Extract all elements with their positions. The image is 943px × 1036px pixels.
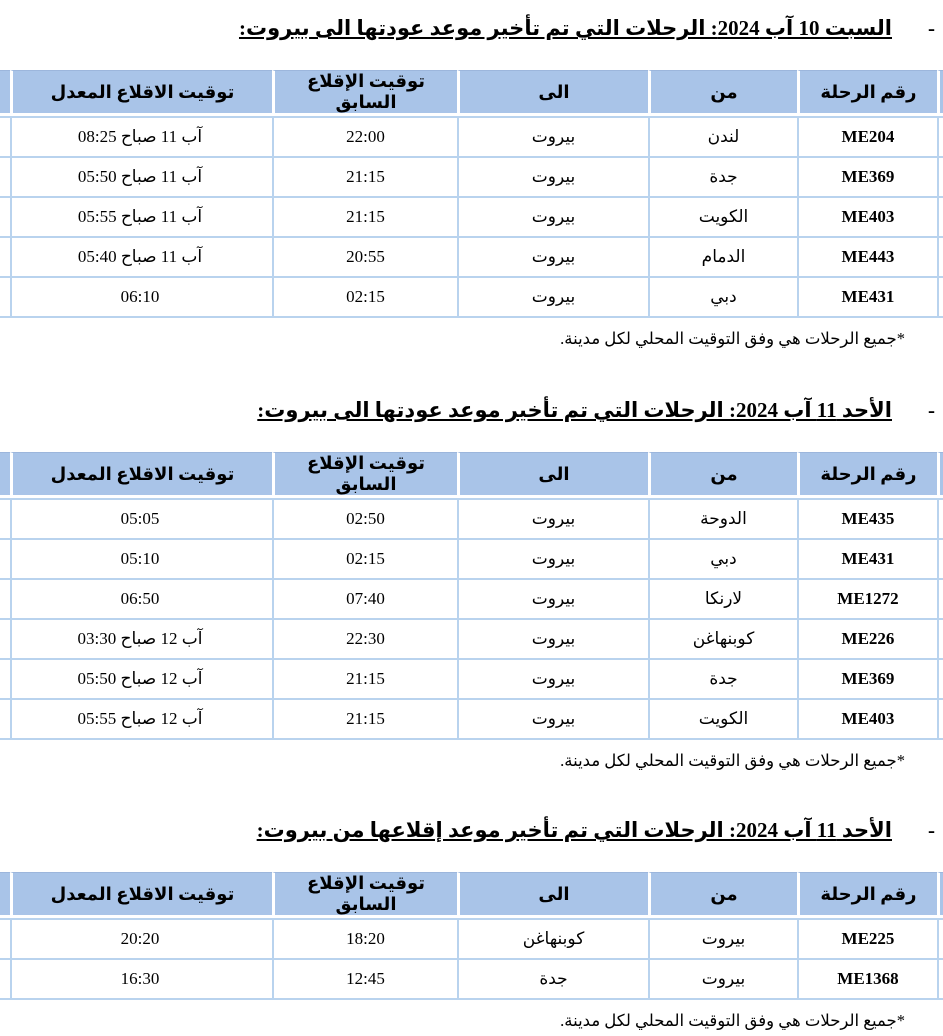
modified-time-cell: 05:55 صباح‎ 11 آب	[10, 198, 272, 238]
flight-number-cell: ME1272	[797, 580, 937, 620]
previous-time-cell: 21:15	[272, 198, 457, 238]
edge-clip-cell	[0, 498, 10, 540]
local-time-footnote: *جميع الرحلات هي وفق التوقيت المحلي لكل مدينة.	[560, 1011, 905, 1030]
flight-number-cell: ME431	[797, 540, 937, 580]
section-aug11-returns	[0, 394, 943, 772]
local-time-footnote: *جميع الرحلات هي وفق التوقيت المحلي لكل مدينة.	[560, 751, 905, 770]
edge-clip-cell	[0, 70, 10, 116]
modified-time-cell: 16:30	[10, 960, 272, 1000]
edge-clip-cell	[937, 872, 943, 918]
table-row	[0, 620, 943, 660]
previous-time-cell: 02:15	[272, 278, 457, 318]
destination-cell: بيروت	[457, 158, 648, 198]
edge-clip-cell	[937, 70, 943, 116]
table-row	[0, 660, 943, 700]
flight-number-cell: ME369	[797, 660, 937, 700]
col-header-previous-time: توقيت الإقلاع السابق	[272, 872, 457, 918]
table-row	[0, 580, 943, 620]
col-header-from: من	[648, 70, 797, 116]
destination-cell: بيروت	[457, 540, 648, 580]
origin-cell: كوبنهاغن	[648, 620, 797, 660]
section-title-text: الأحد 11 آب 2024: الرحلات التي تم تأخير موعد إقلاعها من بيروت:	[256, 818, 892, 842]
origin-cell: الكويت	[648, 198, 797, 238]
previous-time-cell: 02:50	[272, 498, 457, 540]
edge-clip-cell	[0, 238, 10, 278]
origin-cell: جدة	[648, 660, 797, 700]
modified-time-cell: 06:10	[10, 278, 272, 318]
previous-time-cell: 22:00	[272, 116, 457, 158]
section-title	[0, 394, 935, 426]
flight-table-aug10-returns	[0, 70, 943, 318]
destination-cell: بيروت	[457, 620, 648, 660]
section-title-text: الأحد 11 آب 2024: الرحلات التي تم تأخير موعد عودتها الى بيروت:	[257, 398, 892, 422]
section-title	[0, 814, 935, 846]
modified-time-cell: 05:05	[10, 498, 272, 540]
edge-clip-cell	[0, 580, 10, 620]
flight-number-cell: ME443	[797, 238, 937, 278]
modified-time-cell: 05:10	[10, 540, 272, 580]
destination-cell: بيروت	[457, 116, 648, 158]
edge-clip-cell	[0, 700, 10, 740]
flight-number-cell: ME204	[797, 116, 937, 158]
origin-cell: الدوحة	[648, 498, 797, 540]
edge-clip-cell	[0, 278, 10, 318]
edge-clip-cell	[937, 158, 943, 198]
list-dash: -	[928, 818, 935, 842]
table-row	[0, 498, 943, 540]
edge-clip-cell	[937, 238, 943, 278]
edge-clip-cell	[937, 198, 943, 238]
section-aug10-returns	[0, 12, 943, 350]
edge-clip-cell	[937, 960, 943, 1000]
destination-cell: بيروت	[457, 198, 648, 238]
modified-time-cell: 05:55 صباح‎ 12 آب	[10, 700, 272, 740]
col-header-flight-number: رقم الرحلة	[797, 70, 937, 116]
destination-cell: بيروت	[457, 238, 648, 278]
edge-clip-cell	[937, 116, 943, 158]
header-row	[0, 452, 943, 498]
flight-number-cell: ME369	[797, 158, 937, 198]
section-title	[0, 12, 935, 44]
edge-clip-cell	[937, 278, 943, 318]
origin-cell: دبي	[648, 278, 797, 318]
edge-clip-cell	[937, 452, 943, 498]
flight-number-cell: ME403	[797, 198, 937, 238]
previous-time-cell: 07:40	[272, 580, 457, 620]
edge-clip-cell	[937, 700, 943, 740]
origin-cell: بيروت	[648, 960, 797, 1000]
col-header-to: الى	[457, 872, 648, 918]
previous-time-cell: 12:45	[272, 960, 457, 1000]
section-aug11-departures	[0, 814, 943, 1032]
edge-clip-cell	[0, 158, 10, 198]
origin-cell: لارنكا	[648, 580, 797, 620]
edge-clip-cell	[0, 918, 10, 960]
destination-cell: كوبنهاغن	[457, 918, 648, 960]
edge-clip-cell	[0, 198, 10, 238]
col-header-modified-time: توقيت الاقلاع المعدل	[10, 872, 272, 918]
flight-number-cell: ME431	[797, 278, 937, 318]
destination-cell: بيروت	[457, 278, 648, 318]
col-header-from: من	[648, 452, 797, 498]
origin-cell: الدمام	[648, 238, 797, 278]
flight-table-aug11-departures	[0, 872, 943, 1000]
previous-time-cell: 20:55	[272, 238, 457, 278]
edge-clip-cell	[0, 452, 10, 498]
local-time-footnote: *جميع الرحلات هي وفق التوقيت المحلي لكل مدينة.	[560, 329, 905, 348]
modified-time-cell: 05:40 صباح‎ 11 آب	[10, 238, 272, 278]
edge-clip-cell	[0, 116, 10, 158]
origin-cell: الكويت	[648, 700, 797, 740]
destination-cell: بيروت	[457, 660, 648, 700]
origin-cell: بيروت	[648, 918, 797, 960]
list-dash: -	[928, 16, 935, 40]
edge-clip-cell	[0, 660, 10, 700]
table-row	[0, 278, 943, 318]
col-header-flight-number: رقم الرحلة	[797, 872, 937, 918]
table-row	[0, 116, 943, 158]
modified-time-cell: 05:50 صباح‎ 12 آب	[10, 660, 272, 700]
flight-number-cell: ME1368	[797, 960, 937, 1000]
modified-time-cell: 03:30 صباح‎ 12 آب	[10, 620, 272, 660]
edge-clip-cell	[937, 498, 943, 540]
section-title-text: السبت 10 آب 2024: الرحلات التي تم تأخير موعد عودتها الى بيروت:	[238, 16, 892, 40]
modified-time-cell: 08:25 صباح‎ 11 آب	[10, 116, 272, 158]
destination-cell: بيروت	[457, 498, 648, 540]
previous-time-cell: 21:15	[272, 660, 457, 700]
header-row	[0, 872, 943, 918]
col-header-modified-time: توقيت الاقلاع المعدل	[10, 70, 272, 116]
flight-table-aug11-returns	[0, 452, 943, 740]
previous-time-cell: 21:15	[272, 700, 457, 740]
col-header-to: الى	[457, 70, 648, 116]
destination-cell: بيروت	[457, 580, 648, 620]
edge-clip-cell	[0, 872, 10, 918]
flight-number-cell: ME226	[797, 620, 937, 660]
table-row	[0, 700, 943, 740]
edge-clip-cell	[937, 660, 943, 700]
destination-cell: جدة	[457, 960, 648, 1000]
col-header-flight-number: رقم الرحلة	[797, 452, 937, 498]
col-header-from: من	[648, 872, 797, 918]
table-row	[0, 238, 943, 278]
flight-delays-document	[0, 12, 943, 1032]
previous-time-cell: 02:15	[272, 540, 457, 580]
edge-clip-cell	[937, 620, 943, 660]
edge-clip-cell	[937, 540, 943, 580]
edge-clip-cell	[0, 540, 10, 580]
flight-number-cell: ME225	[797, 918, 937, 960]
origin-cell: لندن	[648, 116, 797, 158]
flight-number-cell: ME403	[797, 700, 937, 740]
destination-cell: بيروت	[457, 700, 648, 740]
previous-time-cell: 21:15	[272, 158, 457, 198]
col-header-to: الى	[457, 452, 648, 498]
edge-clip-cell	[0, 620, 10, 660]
col-header-previous-time: توقيت الإقلاع السابق	[272, 70, 457, 116]
table-row	[0, 960, 943, 1000]
edge-clip-cell	[937, 918, 943, 960]
previous-time-cell: 22:30	[272, 620, 457, 660]
col-header-modified-time: توقيت الاقلاع المعدل	[10, 452, 272, 498]
modified-time-cell: 06:50	[10, 580, 272, 620]
table-row	[0, 540, 943, 580]
edge-clip-cell	[937, 580, 943, 620]
header-row	[0, 70, 943, 116]
table-row	[0, 918, 943, 960]
origin-cell: جدة	[648, 158, 797, 198]
previous-time-cell: 18:20	[272, 918, 457, 960]
origin-cell: دبي	[648, 540, 797, 580]
modified-time-cell: 20:20	[10, 918, 272, 960]
table-row	[0, 198, 943, 238]
col-header-previous-time: توقيت الإقلاع السابق	[272, 452, 457, 498]
edge-clip-cell	[0, 960, 10, 1000]
modified-time-cell: 05:50 صباح‎ 11 آب	[10, 158, 272, 198]
flight-number-cell: ME435	[797, 498, 937, 540]
table-row	[0, 158, 943, 198]
list-dash: -	[928, 398, 935, 422]
